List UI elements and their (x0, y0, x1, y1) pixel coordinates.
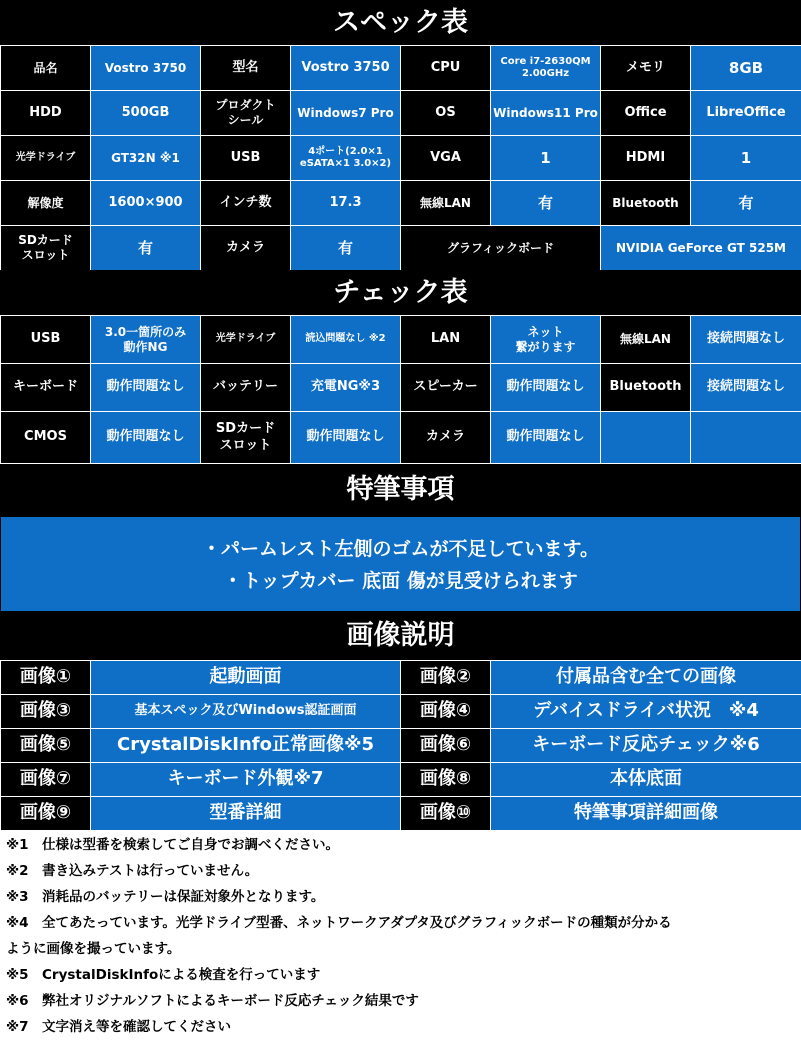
check-value: 動作問題なし (491, 364, 601, 412)
check-key: カメラ (401, 412, 491, 464)
check-key: 無線LAN (601, 316, 691, 364)
spec-key: プロダクト シール (201, 91, 291, 136)
check-row (1, 412, 801, 464)
check-value: 動作問題なし (291, 412, 401, 464)
spec-row (1, 46, 801, 91)
spec-key: 無線LAN (401, 181, 491, 226)
spec-key: USB (201, 136, 291, 181)
image-row (1, 763, 801, 797)
image-label: 画像⑩ (401, 797, 491, 831)
spec-value: NVIDIA GeForce GT 525M (601, 226, 801, 271)
notes-title: 特筆事項 (0, 464, 801, 516)
spec-key: HDMI (601, 136, 691, 181)
images-table (0, 660, 801, 831)
spec-value: Core i7-2630QM 2.00GHz (491, 46, 601, 91)
spec-key: OS (401, 91, 491, 136)
image-label: 画像⑦ (1, 763, 91, 797)
check-key: Bluetooth (601, 364, 691, 412)
check-value: ネット 繋がります (491, 316, 601, 364)
check-key: USB (1, 316, 91, 364)
image-label: 画像② (401, 661, 491, 695)
notes-box (0, 516, 801, 612)
check-value: 読込問題なし ※2 (291, 316, 401, 364)
image-label: 画像⑨ (1, 797, 91, 831)
footnote: ※2 書き込みテストは行っていません。 (6, 863, 259, 879)
note-line: ・パームレスト左側のゴムが不足しています。 (202, 538, 599, 560)
spec-value: 有 (691, 181, 801, 226)
check-value: 接続問題なし (691, 364, 801, 412)
image-row (1, 797, 801, 831)
spec-value: 8GB (691, 46, 801, 91)
check-value: 動作問題なし (91, 412, 201, 464)
footnote: ように画像を撮っています。 (6, 941, 181, 957)
image-label: 画像④ (401, 695, 491, 729)
check-key: LAN (401, 316, 491, 364)
spec-key: カメラ (201, 226, 291, 271)
spec-key: Office (601, 91, 691, 136)
images-title: 画像説明 (0, 612, 801, 660)
spec-key: HDD (1, 91, 91, 136)
spec-row (1, 226, 801, 271)
image-label: 画像⑧ (401, 763, 491, 797)
image-desc: 型番詳細 (91, 797, 401, 831)
image-desc: 本体底面 (491, 763, 801, 797)
spec-key: インチ数 (201, 181, 291, 226)
check-value: 3.0一箇所のみ 動作NG (91, 316, 201, 364)
check-empty-cell (691, 412, 801, 464)
spec-table (0, 45, 801, 271)
spec-key: グラフィックボード (401, 226, 601, 271)
spec-value: 有 (91, 226, 201, 271)
image-label: 画像③ (1, 695, 91, 729)
check-value: 接続問題なし (691, 316, 801, 364)
spec-key: SDカード スロット (1, 226, 91, 271)
check-key: キーボード (1, 364, 91, 412)
image-label: 画像⑤ (1, 729, 91, 763)
check-key: 光学ドライブ (201, 316, 291, 364)
spec-value: 500GB (91, 91, 201, 136)
note-line: ・トップカバー 底面 傷が見受けられます (223, 570, 578, 592)
check-key: バッテリー (201, 364, 291, 412)
footnote: ※4 全てあたっています。光学ドライブ型番、ネットワークアダプタ及びグラフィックボードの種類が分かる (6, 915, 672, 931)
spec-value: 17.3 (291, 181, 401, 226)
spec-value: Windows7 Pro (291, 91, 401, 136)
check-key: SDカード スロット (201, 412, 291, 464)
image-row (1, 729, 801, 763)
footnotes (6, 832, 798, 1040)
spec-row (1, 136, 801, 181)
check-value: 充電NG※3 (291, 364, 401, 412)
footnote: ※5 CrystalDiskInfoによる検査を行っています (6, 967, 321, 983)
spec-row (1, 91, 801, 136)
spec-key: メモリ (601, 46, 691, 91)
image-desc: デバイスドライバ状況 ※4 (491, 695, 801, 729)
check-key: CMOS (1, 412, 91, 464)
check-row (1, 316, 801, 364)
image-desc: 特筆事項詳細画像 (491, 797, 801, 831)
spec-value: 有 (291, 226, 401, 271)
check-empty-cell (601, 412, 691, 464)
spec-key: 品名 (1, 46, 91, 91)
check-table-title: チェック表 (0, 270, 801, 315)
image-row (1, 661, 801, 695)
spec-value: 1600×900 (91, 181, 201, 226)
spec-value: Vostro 3750 (91, 46, 201, 91)
image-row (1, 695, 801, 729)
spec-key: 型名 (201, 46, 291, 91)
check-row (1, 364, 801, 412)
image-desc: 起動画面 (91, 661, 401, 695)
footnote: ※7 文字消え等を確認してください (6, 1019, 232, 1035)
spec-key: CPU (401, 46, 491, 91)
image-label: 画像① (1, 661, 91, 695)
spec-key: 解像度 (1, 181, 91, 226)
image-desc: 基本スペック及びWindows認証画面 (91, 695, 401, 729)
spec-value: LibreOffice (691, 91, 801, 136)
spec-value: Windows11 Pro (491, 91, 601, 136)
spec-value: Vostro 3750 (291, 46, 401, 91)
check-value: 動作問題なし (91, 364, 201, 412)
spec-table-title: スペック表 (0, 0, 801, 45)
image-desc: キーボード外観※7 (91, 763, 401, 797)
spec-value: 4ポート(2.0×1 eSATA×1 3.0×2) (291, 136, 401, 181)
check-table (0, 315, 801, 464)
spec-value: GT32N ※1 (91, 136, 201, 181)
spec-value: 有 (491, 181, 601, 226)
image-desc: キーボード反応チェック※6 (491, 729, 801, 763)
image-label: 画像⑥ (401, 729, 491, 763)
image-desc: 付属品含む全ての画像 (491, 661, 801, 695)
footnote: ※3 消耗品のバッテリーは保証対象外となります。 (6, 889, 325, 905)
spec-key: 光学ドライブ (1, 136, 91, 181)
check-key: スピーカー (401, 364, 491, 412)
spec-key: Bluetooth (601, 181, 691, 226)
spec-value: 1 (691, 136, 801, 181)
image-desc: CrystalDiskInfo正常画像※5 (91, 729, 401, 763)
check-value: 動作問題なし (491, 412, 601, 464)
footnote: ※6 弊社オリジナルソフトによるキーボード反応チェック結果です (6, 993, 419, 1009)
spec-key: VGA (401, 136, 491, 181)
spec-row (1, 181, 801, 226)
footnote: ※1 仕様は型番を検索してご自身でお調べください。 (6, 837, 340, 853)
spec-value: 1 (491, 136, 601, 181)
